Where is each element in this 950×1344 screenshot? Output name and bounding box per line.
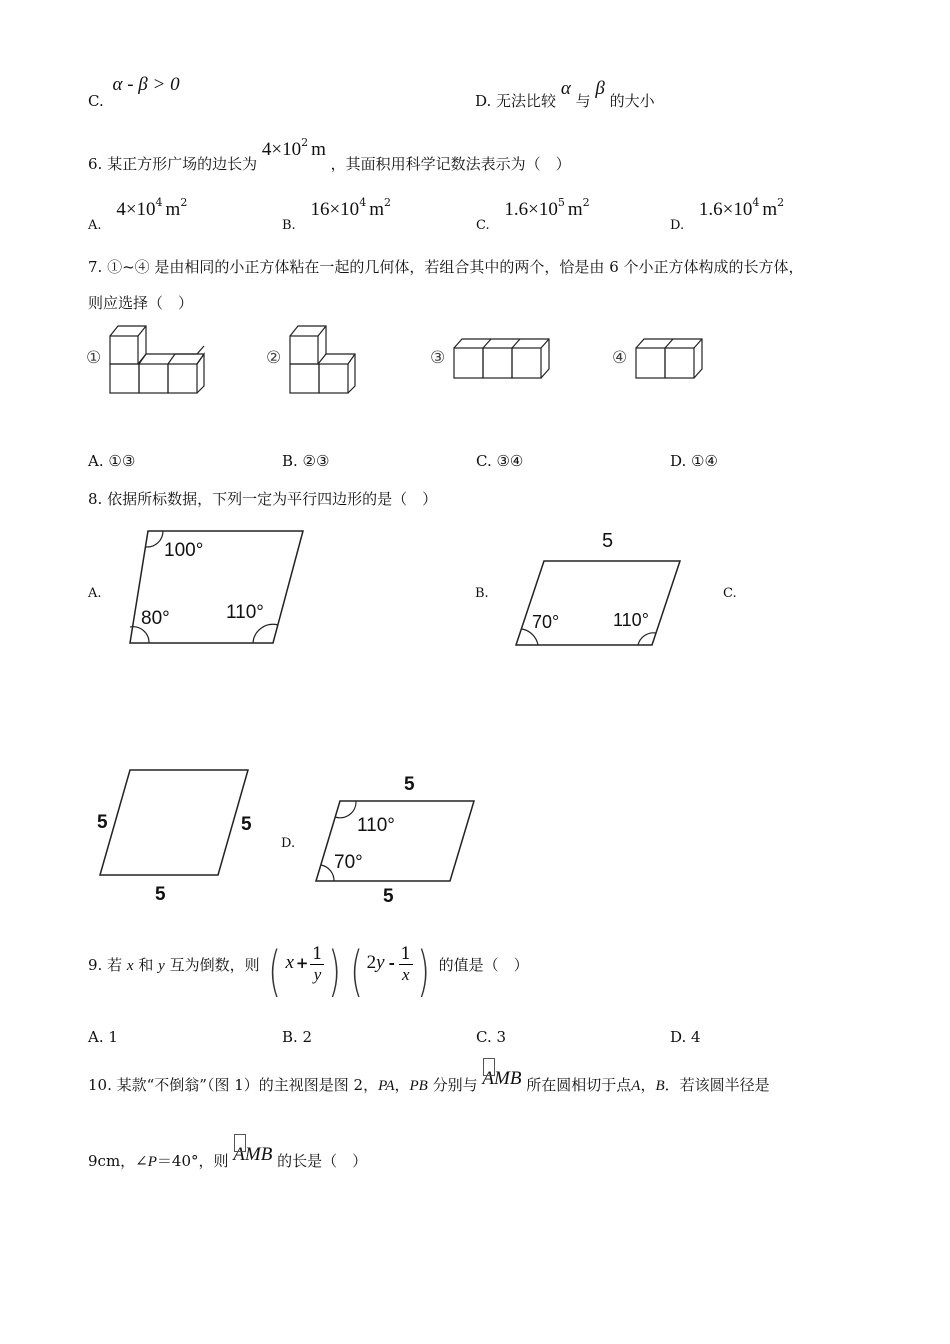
q8-c-side-left: 5 [97, 812, 108, 833]
q7-stem-line2: 则应选择（ ） [88, 294, 194, 312]
q6-option-b-unit: m [369, 199, 384, 220]
q6-option-c[interactable] [476, 196, 590, 233]
q9-frac1-den: y [313, 964, 322, 984]
q10-arc-symbol-2 [234, 1134, 246, 1152]
q6-side-exp: 2 [301, 136, 309, 149]
q5-option-d-pre: 无法比较 [496, 92, 557, 110]
q5-alpha: α [560, 78, 571, 99]
q6-stem-post: ，其面积用科学记数法表示为（ ） [330, 155, 571, 173]
q8-figure-a [125, 525, 310, 650]
q6-side-base: 4×10 [261, 139, 302, 160]
q9-post: 的值是（ ） [438, 956, 529, 974]
q10-arc-amb-2 [233, 1144, 272, 1165]
q7-figure-1 [110, 326, 204, 393]
q7-option-d[interactable]: D. ①④ [670, 452, 718, 470]
q8-label-d[interactable]: D. [281, 836, 296, 851]
q6-option-a-exp: 4 [155, 196, 163, 209]
q7-option-c[interactable]: C. ③④ [476, 452, 524, 470]
q6-option-b-uexp: 2 [383, 196, 391, 209]
q7-figure-3 [454, 339, 549, 378]
q10-arc-symbol-1 [483, 1058, 495, 1076]
q9-pre: 9. 若 [88, 956, 123, 974]
q9-option-d[interactable]: D. 4 [670, 1028, 701, 1046]
q9-option-b[interactable]: B. 2 [282, 1028, 313, 1046]
q9-expr2-y: y [376, 952, 385, 973]
q9-option-c[interactable]: C. 3 [476, 1028, 507, 1046]
q7-figures [80, 318, 740, 400]
q6-option-a-label: A. [88, 218, 102, 233]
q6-option-c-uexp: 2 [582, 196, 590, 209]
q6-option-b[interactable] [282, 196, 391, 233]
q9-frac2-num: 1 [400, 943, 412, 964]
q10-post: 所在圆相切于点 [526, 1076, 632, 1094]
q8-b-side-top: 5 [602, 530, 614, 552]
q10-line2-mid: ＝40°，则 [156, 1152, 229, 1170]
q7-fig-label-4: ④ [612, 348, 628, 368]
q5-option-c-expr: α - β > 0 [112, 74, 180, 95]
q6-option-b-base: 16×10 [310, 199, 360, 220]
q9-option-a[interactable]: A. 1 [88, 1028, 118, 1046]
q10-stem-line2 [88, 1144, 368, 1172]
q6-option-c-label: C. [476, 218, 490, 233]
q6-option-b-exp: 4 [359, 196, 367, 209]
q8-c-side-right: 5 [241, 814, 252, 835]
q6-side-unit: m [311, 139, 326, 160]
q6-option-a-unit: m [165, 199, 181, 220]
q7-figure-2 [290, 326, 355, 393]
q8-label-c[interactable]: C. [723, 586, 737, 601]
q9-frac2-den: x [402, 964, 410, 984]
q9-and: 和 [138, 956, 154, 974]
q10-pa: PA [378, 1078, 395, 1094]
q6-option-c-base: 1.6×10 [504, 199, 558, 220]
q10-comma: ， [394, 1076, 410, 1094]
q7-fig-label-2: ② [266, 348, 282, 368]
q6-stem [88, 136, 571, 173]
q6-option-a-base: 4×10 [116, 199, 156, 220]
q6-option-a[interactable] [88, 196, 188, 233]
q9-var-y: y [158, 958, 165, 974]
q10-stem-line1 [88, 1068, 770, 1096]
q7-fig-label-1: ① [86, 348, 102, 368]
q8-b-angle-bottom-left: 70° [532, 612, 560, 632]
q8-a-angle-bottom-left: 80° [141, 608, 170, 629]
q5-option-d-post: 的大小 [609, 92, 655, 110]
q8-d-angle-bottom-left: 70° [334, 852, 363, 873]
q6-option-c-unit: m [567, 199, 583, 220]
q6-option-b-label: B. [282, 218, 296, 233]
q8-figure-b [510, 555, 690, 650]
q9-paren-close-2: ) [417, 940, 430, 1003]
q10-comma-2: ， [640, 1076, 656, 1094]
q9-expr2-two: 2 [366, 952, 377, 973]
q9-frac1-num: 1 [312, 943, 323, 964]
q8-d-angle-top-left: 110° [357, 815, 395, 836]
q5-mid: 与 [575, 92, 591, 110]
q5-option-c-label: C. [88, 92, 104, 110]
q7-fig-label-3: ③ [430, 348, 446, 368]
q9-mid: 互为倒数，则 [169, 956, 260, 974]
q6-option-c-exp: 5 [557, 196, 565, 209]
q8-a-angle-bottom-right: 110° [226, 602, 264, 623]
q10-arc-amb-1 [482, 1068, 521, 1089]
q5-option-d-label: D. [475, 92, 492, 110]
q7-figure-4 [636, 339, 702, 378]
q10-arc-text-1: AMB [482, 1068, 522, 1089]
q8-d-side-top: 5 [404, 774, 415, 795]
q5-option-c[interactable] [88, 74, 180, 110]
q8-b-angle-bottom-right: 110° [613, 610, 649, 630]
q9-frac-2 [399, 944, 413, 985]
q9-stem [88, 940, 529, 1003]
q9-paren-open-2: ( [349, 940, 363, 1003]
q8-c-side-bottom: 5 [155, 884, 166, 905]
q10-line2-pre: 9cm，∠ [88, 1152, 148, 1170]
q6-option-d-label: D. [670, 218, 685, 233]
q7-option-a[interactable]: A. ①③ [88, 452, 136, 470]
q8-d-side-bottom: 5 [383, 886, 394, 907]
q10-line2-post: 的长是（ ） [277, 1152, 368, 1170]
q10-arc-text-2: AMB [233, 1144, 273, 1165]
q10-point-p: P [147, 1154, 157, 1170]
q7-option-b[interactable]: B. ②③ [282, 452, 330, 470]
q10-point-a: A [631, 1078, 641, 1094]
q6-option-d-base: 1.6×10 [698, 199, 753, 220]
q10-mid: 分别与 [432, 1076, 478, 1094]
q10-point-b: B [655, 1078, 665, 1094]
q9-minus: - [388, 954, 395, 972]
q6-option-a-uexp: 2 [180, 196, 188, 209]
q6-stem-pre: 6. 某正方形广场的边长为 [88, 155, 258, 173]
q10-pb: PB [409, 1078, 428, 1094]
q10-post2: ．若该圆半径是 [664, 1076, 770, 1094]
q5-beta: β [595, 78, 605, 99]
q6-option-d-unit: m [762, 199, 778, 220]
q7-stem-line1: 7. ①~④ 是由相同的小正方体粘在一起的几何体，若组合其中的两个，恰是由 6 个小正方体构成的长方体， [88, 258, 804, 276]
q9-plus: + [295, 954, 309, 972]
q6-option-d[interactable] [670, 196, 785, 233]
q8-label-b[interactable]: B. [475, 586, 489, 601]
q9-expr1-x: x [285, 952, 294, 973]
q6-option-d-exp: 4 [752, 196, 760, 209]
q9-frac-1 [310, 944, 324, 985]
q9-paren-close-1: ) [328, 940, 342, 1003]
q9-var-x: x [126, 958, 134, 974]
q10-pre: 10. 某款“不倒翁”（图 1）的主视图是图 2， [88, 1076, 379, 1094]
q8-label-a[interactable]: A. [88, 586, 102, 601]
q5-option-d[interactable] [475, 78, 655, 110]
q8-a-angle-top-left: 100° [164, 540, 204, 561]
q8-stem: 8. 依据所标数据，下列一定为平行四边形的是（ ） [88, 490, 438, 508]
q8-figure-c [95, 765, 255, 880]
q9-paren-open-1: ( [268, 940, 282, 1003]
q6-option-d-uexp: 2 [777, 196, 785, 209]
